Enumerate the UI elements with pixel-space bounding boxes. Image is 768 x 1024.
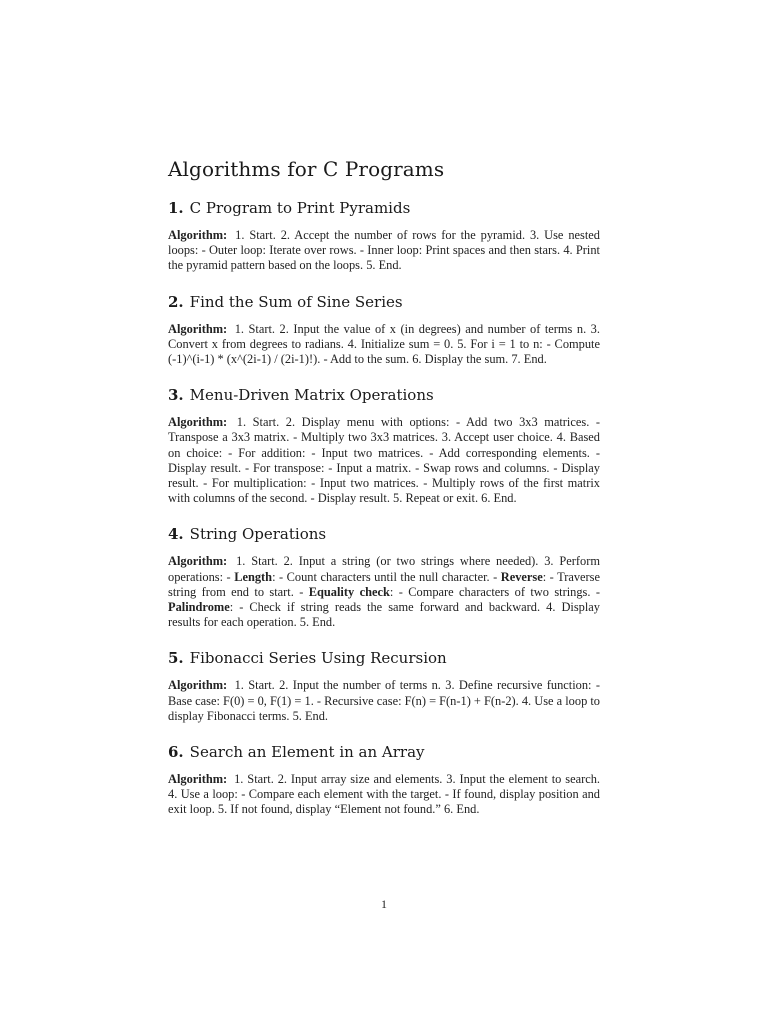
section-heading — [168, 742, 600, 762]
keyword-length: Length — [234, 569, 273, 584]
section-pyramids — [168, 198, 600, 274]
algorithm-text — [168, 554, 600, 629]
algorithm-paragraph — [168, 678, 600, 724]
text-run: : - Count characters until the null character. - — [272, 569, 501, 584]
section-number: 4. — [168, 525, 184, 544]
keyword-equality-check: Equality check — [308, 584, 390, 599]
section-title: Fibonacci Series Using Recursion — [189, 649, 447, 668]
section-heading — [168, 198, 600, 218]
section-title: Menu-Driven Matrix Operations — [189, 386, 434, 405]
algorithm-paragraph — [168, 772, 600, 818]
section-title: C Program to Print Pyramids — [189, 199, 411, 217]
algorithm-label: Algorithm: — [168, 772, 228, 787]
section-matrix-operations — [168, 385, 600, 506]
section-number: 3. — [168, 386, 184, 405]
algorithm-paragraph — [168, 322, 600, 368]
keyword-palindrome: Palindrome — [168, 600, 230, 615]
algorithm-label: Algorithm: — [168, 228, 228, 242]
text-run: 1. Start. 2. Input a string (or two strings where needed). 3. Perform operations: - — [168, 554, 600, 584]
algorithm-label: Algorithm: — [168, 415, 228, 430]
section-title: Search an Element in an Array — [189, 743, 425, 762]
page-number: 1 — [381, 897, 387, 911]
algorithm-text: 1. Start. 2. Accept the number of rows for the pyramid. 3. Use nested loops: - Outer loop: Iterate over rows. - Inner loop: Print spaces and then stars. 4. Print the pyramid pattern based on the loops. 5. End. — [168, 228, 600, 273]
document-page — [168, 156, 600, 836]
section-heading — [168, 524, 600, 544]
algorithm-text: 1. Start. 2. Input the value of x (in degrees) and number of terms n. 3. Convert x from degrees to radians. 4. Initialize sum = 0. 5. For i = 1 to n: - Compute (-1)^(i-1) * (x^(2i-1) / (2i-1)!). - Add to the sum. 6. Display the sum. 7. End. — [168, 321, 600, 367]
algorithm-paragraph — [168, 228, 600, 274]
section-number: 1. — [168, 199, 184, 217]
section-title: String Operations — [189, 525, 327, 544]
keyword-reverse: Reverse — [500, 569, 543, 584]
algorithm-label: Algorithm: — [168, 554, 228, 569]
algorithm-paragraph — [168, 415, 600, 506]
algorithm-label: Algorithm: — [168, 678, 228, 693]
document-title: Algorithms for C Programs — [168, 157, 445, 181]
section-heading — [168, 385, 600, 405]
section-array-search — [168, 742, 600, 818]
algorithm-paragraph — [168, 554, 600, 630]
section-title: Find the Sum of Sine Series — [189, 292, 403, 311]
text-run: : - Check if string reads the same forward and backward. 4. Display results for each operation. 5. End. — [168, 600, 600, 630]
section-fibonacci — [168, 648, 600, 724]
section-string-operations — [168, 524, 600, 630]
algorithm-text: 1. Start. 2. Input array size and elements. 3. Input the element to search. 4. Use a loop: - Compare each element with the target. - If found, display position and exit loop. 5. If not found, display “Element not found.” 6. End. — [168, 772, 600, 817]
text-run: : - Compare characters of two strings. - — [389, 584, 600, 599]
section-heading — [168, 292, 600, 312]
algorithm-label: Algorithm: — [168, 321, 228, 336]
algorithm-text: 1. Start. 2. Input the number of terms n. 3. Define recursive function: - Base case: F(0) = 0, F(1) = 1. - Recursive case: F(n) = F(n-1) + F(n-2). 4. Use a loop to display Fibonacci terms. 5. End. — [168, 678, 600, 723]
section-number: 5. — [168, 649, 184, 668]
text-run: : - Traverse string from end to start. - — [168, 569, 600, 599]
section-heading — [168, 648, 600, 668]
section-number: 6. — [168, 743, 184, 762]
section-number: 2. — [168, 292, 184, 311]
section-sine-series — [168, 292, 600, 368]
algorithm-text: 1. Start. 2. Display menu with options: - Add two 3x3 matrices. - Transpose a 3x3 matrix. - Multiply two 3x3 matrices. 3. Accept user choice. 4. Based on choice: - For addition: - Input two matrices. - Add corresponding elements. - Display result. - For transpose: - Input a matrix. - Swap rows and columns. - Display result. - For multiplication: - Input two matrices. - Multiply rows of the first matrix with columns of the second. - Display result. 5. Repeat or exit. 6. End. — [168, 415, 601, 506]
